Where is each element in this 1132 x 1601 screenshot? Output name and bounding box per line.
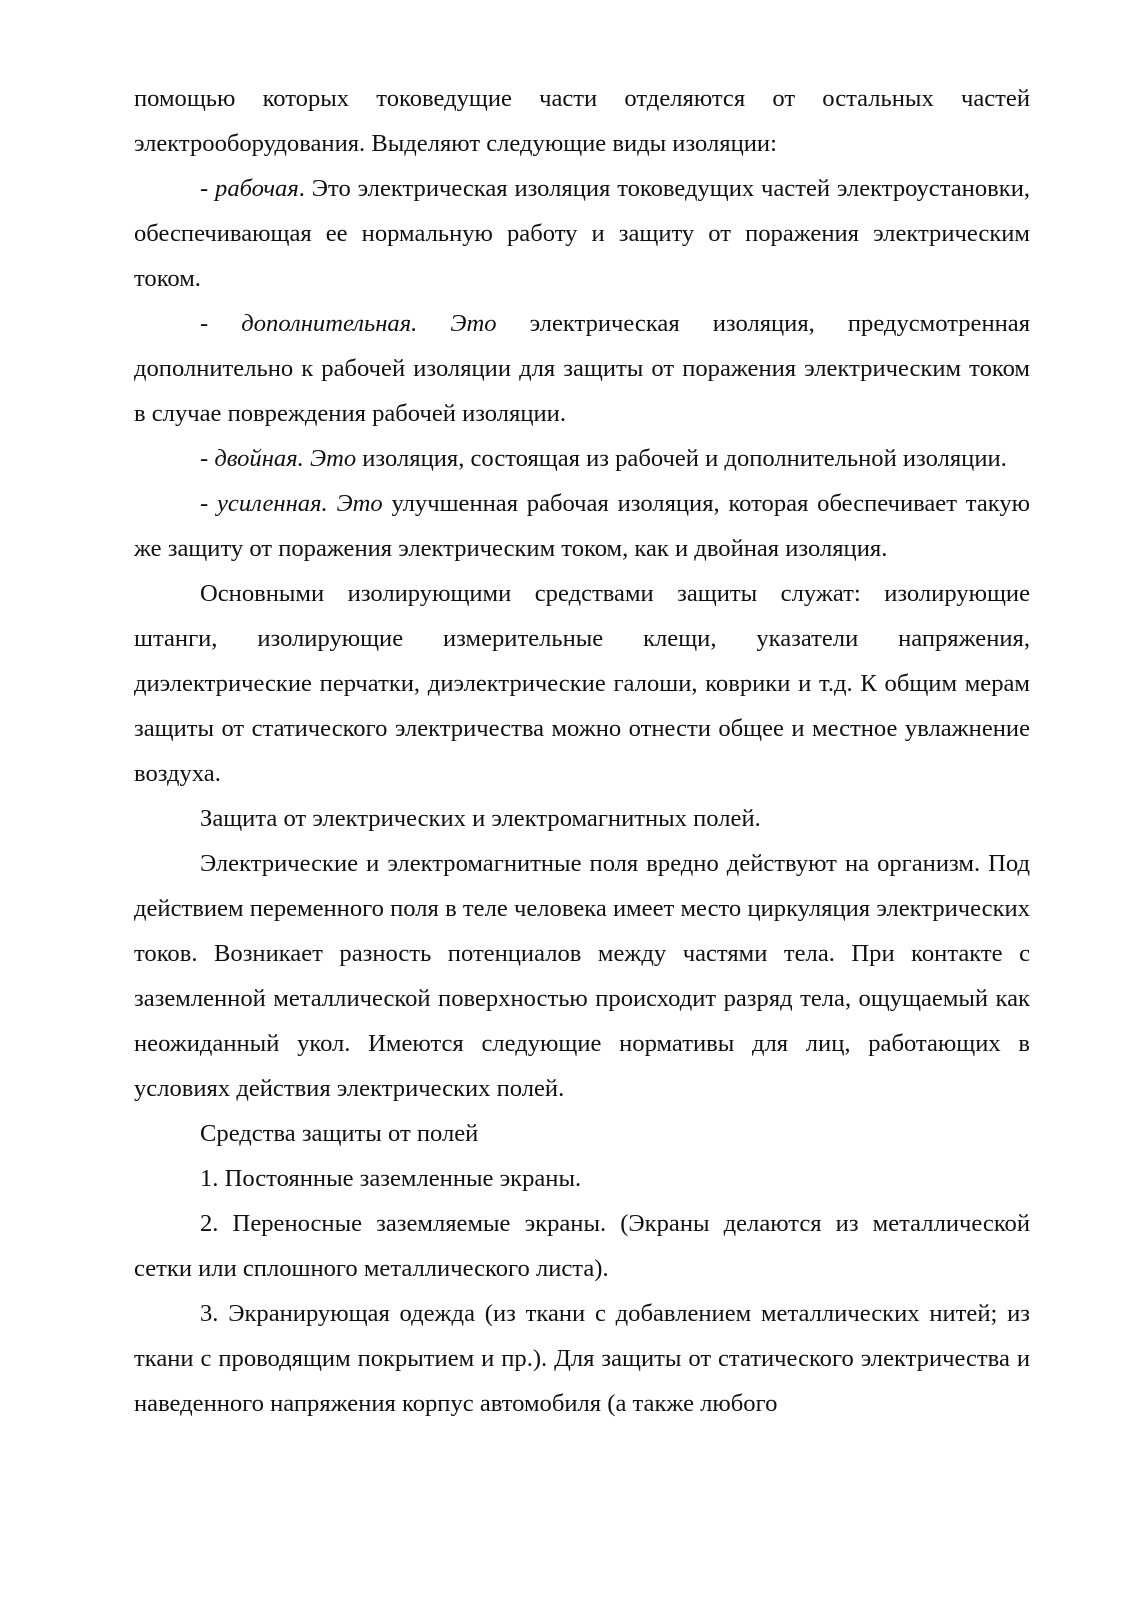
- term-double: двойная.: [214, 445, 304, 472]
- term-working: рабочая: [215, 175, 299, 202]
- italic-lead: Это: [327, 490, 383, 517]
- italic-lead: Это: [417, 310, 497, 337]
- term-reinforced: усиленная.: [217, 490, 328, 517]
- paragraph-protective-means: [134, 571, 1030, 796]
- list-dash: -: [200, 445, 215, 472]
- numbered-item-1: [134, 1156, 1030, 1201]
- list-item-reinforced-insulation: [134, 481, 1030, 571]
- italic-lead: Это: [303, 445, 357, 472]
- paragraph-text: Средства защиты от полей: [200, 1120, 479, 1147]
- paragraph-text: помощью которых токоведущие части отделяются от остальных частей электрооборудования. Выделяют следующие виды изоляции:: [134, 85, 1030, 157]
- paragraph-text: 2. Переносные заземляемые экраны. (Экраны делаются из металлической сетки или сплошного металлического листа).: [134, 1210, 1030, 1282]
- term-additional: дополнительная.: [241, 310, 418, 337]
- list-item-double-insulation: [134, 436, 1030, 481]
- paragraph-field-protection-title: [134, 1111, 1030, 1156]
- list-dash: -: [200, 490, 217, 517]
- paragraph-text: Основными изолирующими средствами защиты служат: изолирующие штанги, изолирующие измерительные клещи, указатели напряжения, диэлектрические перчатки, диэлектрические галоши, коврики и т.д. К общим мерам защиты от статического электричества можно отнести общее и местное увлажнение воздуха.: [134, 580, 1030, 787]
- paragraph-field-effects: [134, 841, 1030, 1111]
- list-dash: -: [200, 175, 216, 202]
- definition-text: электрическая изоляция, предусмотренная дополнительно к рабочей изоляции для защиты от поражения электрическим током в случае повреждения рабочей изоляции.: [134, 310, 1031, 427]
- paragraph-section-heading: [134, 796, 1030, 841]
- term-suffix: .: [298, 175, 305, 202]
- definition-text: Это электрическая изоляция токоведущих частей электроустановки, обеспечивающая ее нормальную работу и защиту от поражения электрическим током.: [134, 175, 1031, 292]
- list-dash: -: [200, 310, 242, 337]
- paragraph-text: 1. Постоянные заземленные экраны.: [200, 1165, 582, 1192]
- paragraph-text: Защита от электрических и электромагнитных полей.: [200, 805, 761, 832]
- paragraph-text: 3. Экранирующая одежда (из ткани с добавлением металлических нитей; из ткани с проводящим покрытием и пр.). Для защиты от статического электричества и наведенного напряжения корпус автомобиля (а также любого: [134, 1300, 1030, 1417]
- numbered-item-2: [134, 1201, 1030, 1291]
- numbered-item-3: [134, 1291, 1030, 1426]
- paragraph-text: Электрические и электромагнитные поля вредно действуют на организм. Под действием переменного поля в теле человека имеет место циркуляция электрических токов. Возникает разность потенциалов между частями тела. При контакте с заземленной металлической поверхностью происходит разряд тела, ощущаемый как неожиданный укол. Имеются следующие нормативы для лиц, работающих в условиях действия электрических полей.: [134, 850, 1030, 1102]
- paragraph-insulation-intro: [134, 76, 1030, 166]
- document-page: [134, 76, 1030, 1426]
- definition-text: улучшенная рабочая изоляция, которая обеспечивает такую же защиту от поражения электрическим током, как и двойная изоляция.: [134, 490, 1031, 562]
- list-item-additional-insulation: [134, 301, 1030, 436]
- definition-text: изоляция, состоящая из рабочей и дополнительной изоляции.: [356, 445, 1007, 472]
- list-item-working-insulation: [134, 166, 1030, 301]
